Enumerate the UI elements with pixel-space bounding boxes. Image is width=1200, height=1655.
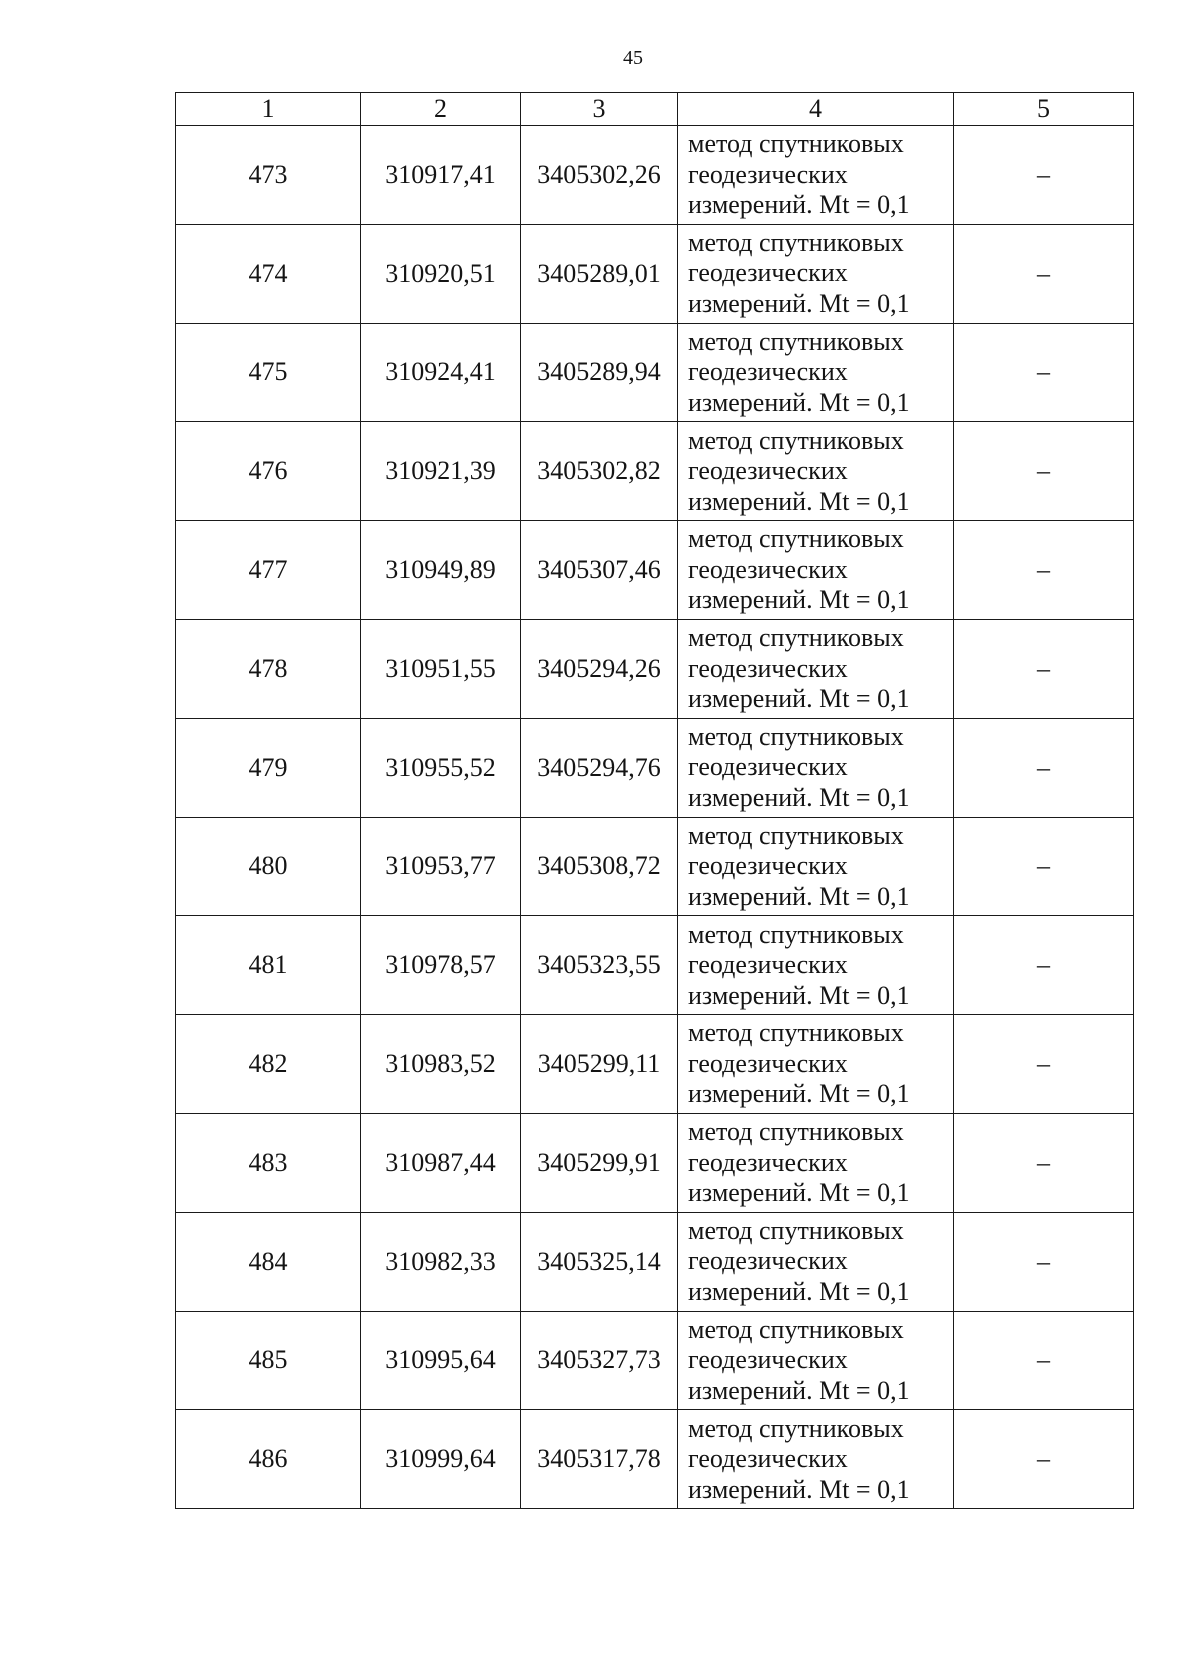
- point-number-cell: 483: [176, 1113, 361, 1212]
- coordinate-x-cell: 310917,41: [361, 126, 521, 225]
- coordinate-x-cell: 310920,51: [361, 224, 521, 323]
- header-cell-4: 4: [678, 93, 954, 126]
- coordinate-x-cell: 310983,52: [361, 1015, 521, 1114]
- method-line: геодезических: [688, 1147, 848, 1177]
- method-cell: [678, 916, 954, 1015]
- method-cell: [678, 817, 954, 916]
- point-number-cell: 475: [176, 323, 361, 422]
- point-number-cell: 486: [176, 1410, 361, 1509]
- coordinate-y-cell: 3405317,78: [521, 1410, 678, 1509]
- method-line: метод спутниковых: [688, 1215, 904, 1245]
- header-cell-2: 2: [361, 93, 521, 126]
- coordinates-table: [175, 92, 1134, 1509]
- header-cell-5: 5: [954, 93, 1134, 126]
- coordinate-x-cell: 310953,77: [361, 817, 521, 916]
- table-row: [176, 1015, 1134, 1114]
- table-row: [176, 817, 1134, 916]
- method-line: геодезических: [688, 1345, 848, 1375]
- point-number-cell: 482: [176, 1015, 361, 1114]
- method-line: геодезических: [688, 851, 848, 881]
- method-line: геодезических: [688, 258, 848, 288]
- method-line: метод спутниковых: [688, 425, 904, 455]
- note-cell: –: [954, 1410, 1134, 1509]
- method-line: метод спутниковых: [688, 820, 904, 850]
- table-row: [176, 1410, 1134, 1509]
- note-cell: –: [954, 1113, 1134, 1212]
- coordinate-x-cell: 310982,33: [361, 1212, 521, 1311]
- note-cell: –: [954, 1311, 1134, 1410]
- method-cell: [678, 718, 954, 817]
- method-line: метод спутниковых: [688, 227, 904, 257]
- method-line: метод спутниковых: [688, 129, 904, 159]
- method-line: метод спутниковых: [688, 623, 904, 653]
- point-number-cell: 485: [176, 1311, 361, 1410]
- note-cell: –: [954, 817, 1134, 916]
- method-cell: [678, 1015, 954, 1114]
- method-cell: [678, 224, 954, 323]
- coordinate-x-cell: 310955,52: [361, 718, 521, 817]
- table-row: [176, 916, 1134, 1015]
- method-line: измерений. Mt = 0,1: [688, 684, 910, 714]
- coordinate-y-cell: 3405294,76: [521, 718, 678, 817]
- coordinate-x-cell: 310924,41: [361, 323, 521, 422]
- method-line: метод спутниковых: [688, 326, 904, 356]
- note-cell: –: [954, 224, 1134, 323]
- point-number-cell: 477: [176, 521, 361, 620]
- method-line: геодезических: [688, 159, 848, 189]
- point-number-cell: 481: [176, 916, 361, 1015]
- coordinate-y-cell: 3405327,73: [521, 1311, 678, 1410]
- table-row: [176, 1311, 1134, 1410]
- coordinate-y-cell: 3405302,82: [521, 422, 678, 521]
- method-line: измерений. Mt = 0,1: [688, 585, 910, 615]
- point-number-cell: 479: [176, 718, 361, 817]
- point-number-cell: 478: [176, 619, 361, 718]
- method-line: геодезических: [688, 456, 848, 486]
- table-row: [176, 619, 1134, 718]
- note-cell: –: [954, 1015, 1134, 1114]
- method-line: метод спутниковых: [688, 1314, 904, 1344]
- header-cell-1: 1: [176, 93, 361, 126]
- method-cell: [678, 1311, 954, 1410]
- table-row: [176, 126, 1134, 225]
- method-line: геодезических: [688, 1444, 848, 1473]
- coordinate-y-cell: 3405299,11: [521, 1015, 678, 1114]
- note-cell: –: [954, 521, 1134, 620]
- coordinate-y-cell: 3405289,01: [521, 224, 678, 323]
- table-row: [176, 521, 1134, 620]
- coordinate-y-cell: 3405307,46: [521, 521, 678, 620]
- coordinate-y-cell: 3405325,14: [521, 1212, 678, 1311]
- method-line: измерений. Mt = 0,1: [688, 881, 910, 911]
- note-cell: –: [954, 718, 1134, 817]
- header-cell-3: 3: [521, 93, 678, 126]
- method-line: метод спутниковых: [688, 1413, 904, 1443]
- coordinate-y-cell: 3405302,26: [521, 126, 678, 225]
- method-line: измерений. Mt = 0,1: [688, 1474, 910, 1504]
- method-line: геодезических: [688, 653, 848, 683]
- point-number-cell: 480: [176, 817, 361, 916]
- method-line: измерений. Mt = 0,1: [688, 190, 910, 220]
- point-number-cell: 484: [176, 1212, 361, 1311]
- table-row: [176, 1212, 1134, 1311]
- method-line: геодезических: [688, 752, 848, 782]
- coordinate-x-cell: 310987,44: [361, 1113, 521, 1212]
- method-cell: [678, 1212, 954, 1311]
- method-cell: [678, 323, 954, 422]
- method-cell: [678, 1113, 954, 1212]
- method-line: измерений. Mt = 0,1: [688, 1079, 910, 1109]
- method-line: измерений. Mt = 0,1: [688, 288, 910, 318]
- method-line: метод спутниковых: [688, 1018, 904, 1048]
- method-cell: [678, 1410, 954, 1509]
- method-line: геодезических: [688, 1048, 848, 1078]
- method-line: метод спутниковых: [688, 524, 904, 554]
- point-number-cell: 476: [176, 422, 361, 521]
- method-line: геодезических: [688, 950, 848, 980]
- table-header: [176, 93, 1134, 126]
- method-line: геодезических: [688, 357, 848, 387]
- point-number-cell: 474: [176, 224, 361, 323]
- table-row: [176, 1113, 1134, 1212]
- coordinate-y-cell: 3405294,26: [521, 619, 678, 718]
- method-line: метод спутниковых: [688, 1117, 904, 1147]
- method-line: измерений. Mt = 0,1: [688, 980, 910, 1010]
- method-line: измерений. Mt = 0,1: [688, 1375, 910, 1405]
- coordinate-x-cell: 310995,64: [361, 1311, 521, 1410]
- method-line: метод спутниковых: [688, 721, 904, 751]
- method-cell: [678, 422, 954, 521]
- method-line: измерений. Mt = 0,1: [688, 1178, 910, 1208]
- method-line: измерений. Mt = 0,1: [688, 1276, 910, 1306]
- method-cell: [678, 619, 954, 718]
- method-line: геодезических: [688, 1246, 848, 1276]
- note-cell: –: [954, 126, 1134, 225]
- coordinate-y-cell: 3405323,55: [521, 916, 678, 1015]
- method-cell: [678, 126, 954, 225]
- method-line: измерений. Mt = 0,1: [688, 486, 910, 516]
- method-line: метод спутниковых: [688, 919, 904, 949]
- table-row: [176, 323, 1134, 422]
- coordinate-y-cell: 3405308,72: [521, 817, 678, 916]
- header-row: [176, 93, 1134, 126]
- coordinate-y-cell: 3405299,91: [521, 1113, 678, 1212]
- method-cell: [678, 521, 954, 620]
- coordinate-y-cell: 3405289,94: [521, 323, 678, 422]
- note-cell: –: [954, 323, 1134, 422]
- table-body: [176, 126, 1134, 1509]
- table-row: [176, 422, 1134, 521]
- point-number-cell: 473: [176, 126, 361, 225]
- method-line: измерений. Mt = 0,1: [688, 387, 910, 417]
- note-cell: –: [954, 916, 1134, 1015]
- coordinate-x-cell: 310951,55: [361, 619, 521, 718]
- method-line: измерений. Mt = 0,1: [688, 782, 910, 812]
- table-row: [176, 718, 1134, 817]
- note-cell: –: [954, 619, 1134, 718]
- page-number: 45: [623, 47, 643, 69]
- coordinate-x-cell: 310921,39: [361, 422, 521, 521]
- coordinate-x-cell: 310999,64: [361, 1410, 521, 1509]
- table-row: [176, 224, 1134, 323]
- coordinate-x-cell: 310978,57: [361, 916, 521, 1015]
- method-line: геодезических: [688, 554, 848, 584]
- coordinate-x-cell: 310949,89: [361, 521, 521, 620]
- note-cell: –: [954, 1212, 1134, 1311]
- note-cell: –: [954, 422, 1134, 521]
